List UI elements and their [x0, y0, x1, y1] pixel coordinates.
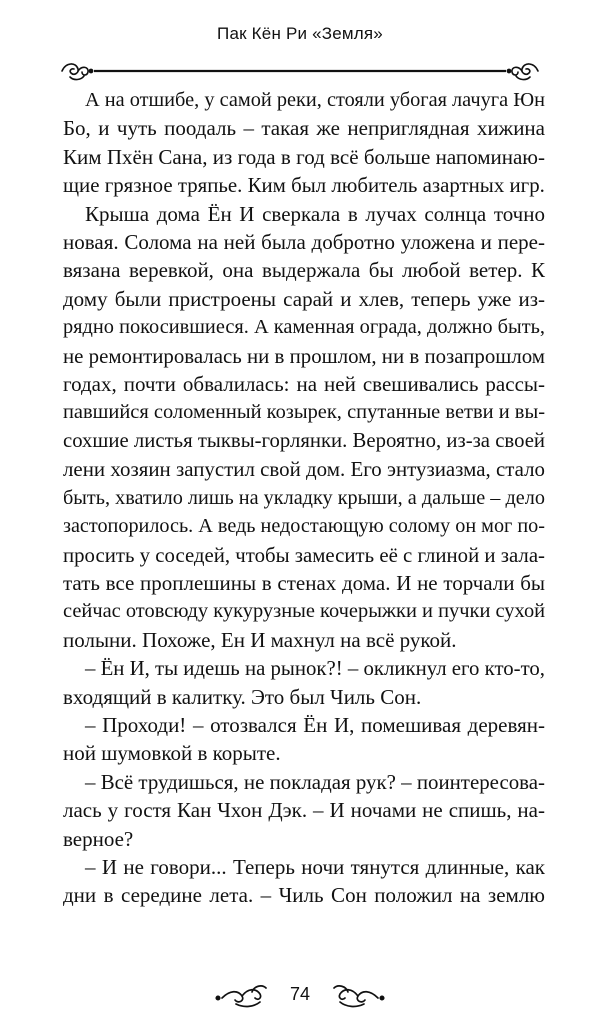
text-line: быть, хватило лишь на укладку крыши, а дальше – дело	[63, 486, 545, 509]
text-line: – Проходи! – отозвался Ён И, помешивая деревян-	[85, 712, 545, 737]
text-line: дни в середине лета. – Чиль Сон положил на землю	[63, 883, 545, 908]
text-line: – Ён И, ты идешь на рынок?! – окликнул его кто-то,	[85, 656, 545, 681]
text-line: вязана веревкой, она выдержала бы любой ветер. К	[63, 258, 545, 283]
text-line: А на отшибе, у самой реки, стояли убогая лачуга Юн	[85, 89, 545, 111]
text-line: годах, почти обвалилась: на ней свешивались рассы-	[63, 372, 545, 397]
flourish-left-icon	[216, 986, 266, 1007]
ornament-right-icon	[507, 64, 538, 80]
text-line: Бо, и чуть поодаль – такая же неприглядная хижина	[63, 116, 545, 141]
text-line: новая. Солома на ней была добротно уложена и пере-	[63, 230, 545, 255]
text-line: сейчас отовсюду кукурузные кочерыжки и пучки сухой	[63, 600, 546, 623]
ornament-left-icon	[62, 64, 93, 80]
flourish-right-icon	[334, 986, 384, 1007]
text-line: полыни. Похоже, Ен И махнул на всё рукой.	[63, 627, 457, 652]
text-line: дому были пристроены сарай и хлев, теперь уже из-	[63, 286, 545, 311]
text-line: ной шумовкой в корыте.	[63, 741, 281, 766]
header-ornamental-rule	[58, 58, 542, 84]
text-line: – И не говори... Теперь ночи тянутся длинные, как	[85, 854, 545, 879]
text-line: рядно покосившиеся. А каменная ограда, должно быть,	[63, 316, 545, 339]
text-line: Ким Пхён Сана, из года в год всё больше напоминаю-	[63, 144, 545, 169]
text-line: павшийся соломенный козырек, спутанные ветви и вы-	[63, 401, 545, 424]
text-line: – Всё трудишься, не покладая рук? – поинтересова-	[85, 769, 545, 794]
text-line: не ремонтировалась ни в прошлом, ни в позапрошлом	[63, 343, 545, 368]
text-line: щие грязное тряпье. Ким был любитель азартных игр.	[63, 173, 545, 198]
text-line: лени хозяин запустил свой дом. Его энтузиазма, стало	[63, 457, 545, 482]
text-line: застопорилось. А ведь недостающую солому он мог по-	[63, 515, 545, 538]
running-header: Пак Кён Ри «Земля»	[217, 24, 383, 43]
text-line: тать все проплешины в стенах дома. И не торчали бы	[63, 570, 545, 595]
text-line: лась у гостя Кан Чхон Дэк. – И ночами не спишь, на-	[63, 798, 545, 823]
text-line: верное?	[63, 826, 134, 851]
body-text	[63, 86, 545, 910]
text-line: сохшие листья тыквы-горлянки. Вероятно, из-за своей	[63, 429, 545, 452]
text-line: входящий в калитку. Это был Чиль Сон.	[63, 684, 422, 709]
text-line: просить у соседей, чтобы замесить её с глиной и зала-	[63, 542, 545, 567]
text-line: Крыша дома Ён И сверкала в лучах солнца точно	[85, 201, 545, 226]
page-number: 74	[289, 984, 311, 1004]
